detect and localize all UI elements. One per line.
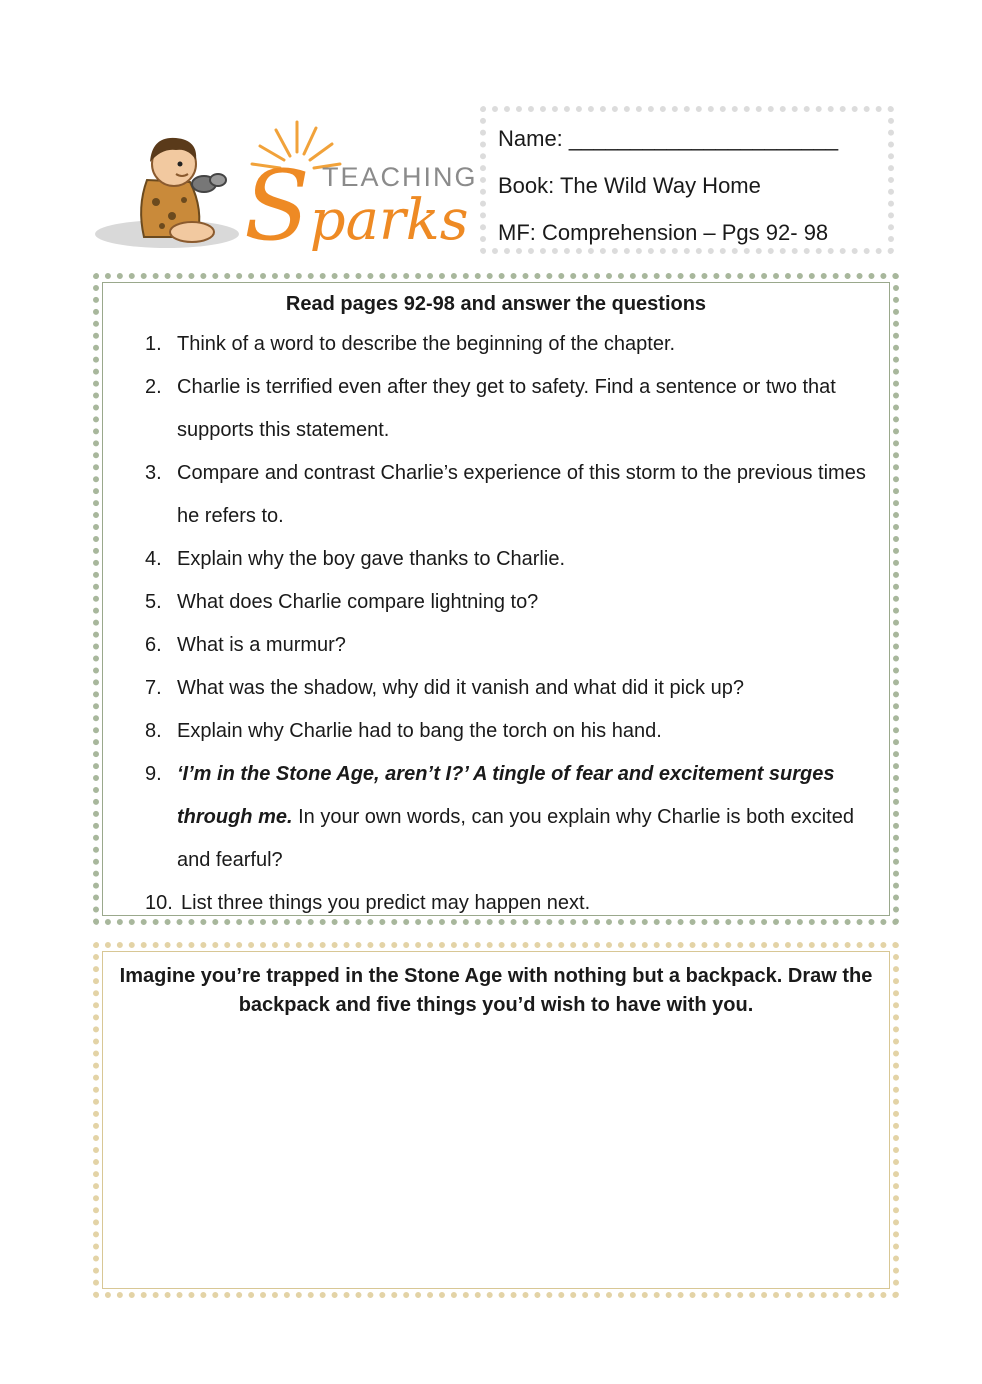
question-text: Explain why the boy gave thanks to Charlie. (177, 548, 565, 570)
question-item (145, 667, 875, 710)
logo-word-teaching: TEACHING (322, 162, 478, 192)
question-text: What does Charlie compare lightning to? (177, 591, 539, 613)
question-text: What is a murmur? (177, 634, 346, 656)
logo-sparks-initial: S (244, 150, 310, 262)
question-text: Charlie is terrified even after they get to safety. Find a sentence or two that supports this statement. (177, 376, 836, 441)
book-title: Book: The Wild Way Home (498, 173, 761, 198)
question-number: 3. (145, 462, 162, 484)
question-text: Compare and contrast Charlie’s experience of this storm to the previous times he refers to. (177, 462, 866, 527)
mf-pages: MF: Comprehension – Pgs 92- 98 (498, 220, 829, 245)
question-number: 1. (145, 333, 162, 355)
question-item (145, 366, 875, 452)
question-item (145, 624, 875, 667)
question-item (145, 581, 875, 624)
question-item (145, 753, 875, 882)
drawing-box[interactable] (93, 942, 899, 1298)
question-item (145, 452, 875, 538)
teaching-sparks-logo (92, 112, 478, 262)
question-text: Explain why Charlie had to bang the torch on his hand. (177, 720, 662, 742)
question-item (145, 882, 875, 925)
name-field[interactable]: Name: ______________________ (498, 126, 839, 151)
logo-word-sparks (244, 150, 469, 262)
question-text (177, 753, 875, 882)
question-list (145, 323, 875, 925)
question-number: 10. (145, 892, 173, 914)
question-text: Think of a word to describe the beginning of the chapter. (177, 333, 676, 355)
question-number: 4. (145, 548, 162, 570)
question-quote: ‘I’m in the Stone Age, aren’t I?’ A tingle of fear and excitement surges through me. (177, 763, 835, 828)
questions-box (93, 273, 899, 925)
question-number: 2. (145, 376, 162, 398)
logo-sparks-rest: parks (309, 188, 469, 253)
student-info-box (480, 106, 894, 254)
question-text: List three things you predict may happen next. (181, 892, 591, 914)
drawing-prompt: Imagine you’re trapped in the Stone Age with nothing but a backpack. Draw the backpack and five things you’d wish to have with you. (119, 965, 873, 1016)
question-number: 5. (145, 591, 162, 613)
question-number: 7. (145, 677, 162, 699)
question-item (145, 323, 875, 366)
question-number: 6. (145, 634, 162, 656)
question-item (145, 710, 875, 753)
question-number: 9. (145, 763, 162, 785)
question-text-rest: In your own words, can you explain why Charlie is both excited and fearful? (177, 806, 854, 871)
question-text: What was the shadow, why did it vanish and what did it pick up? (177, 677, 744, 699)
question-number: 8. (145, 720, 162, 742)
questions-heading: Read pages 92-98 and answer the questions (285, 293, 707, 315)
question-item (145, 538, 875, 581)
